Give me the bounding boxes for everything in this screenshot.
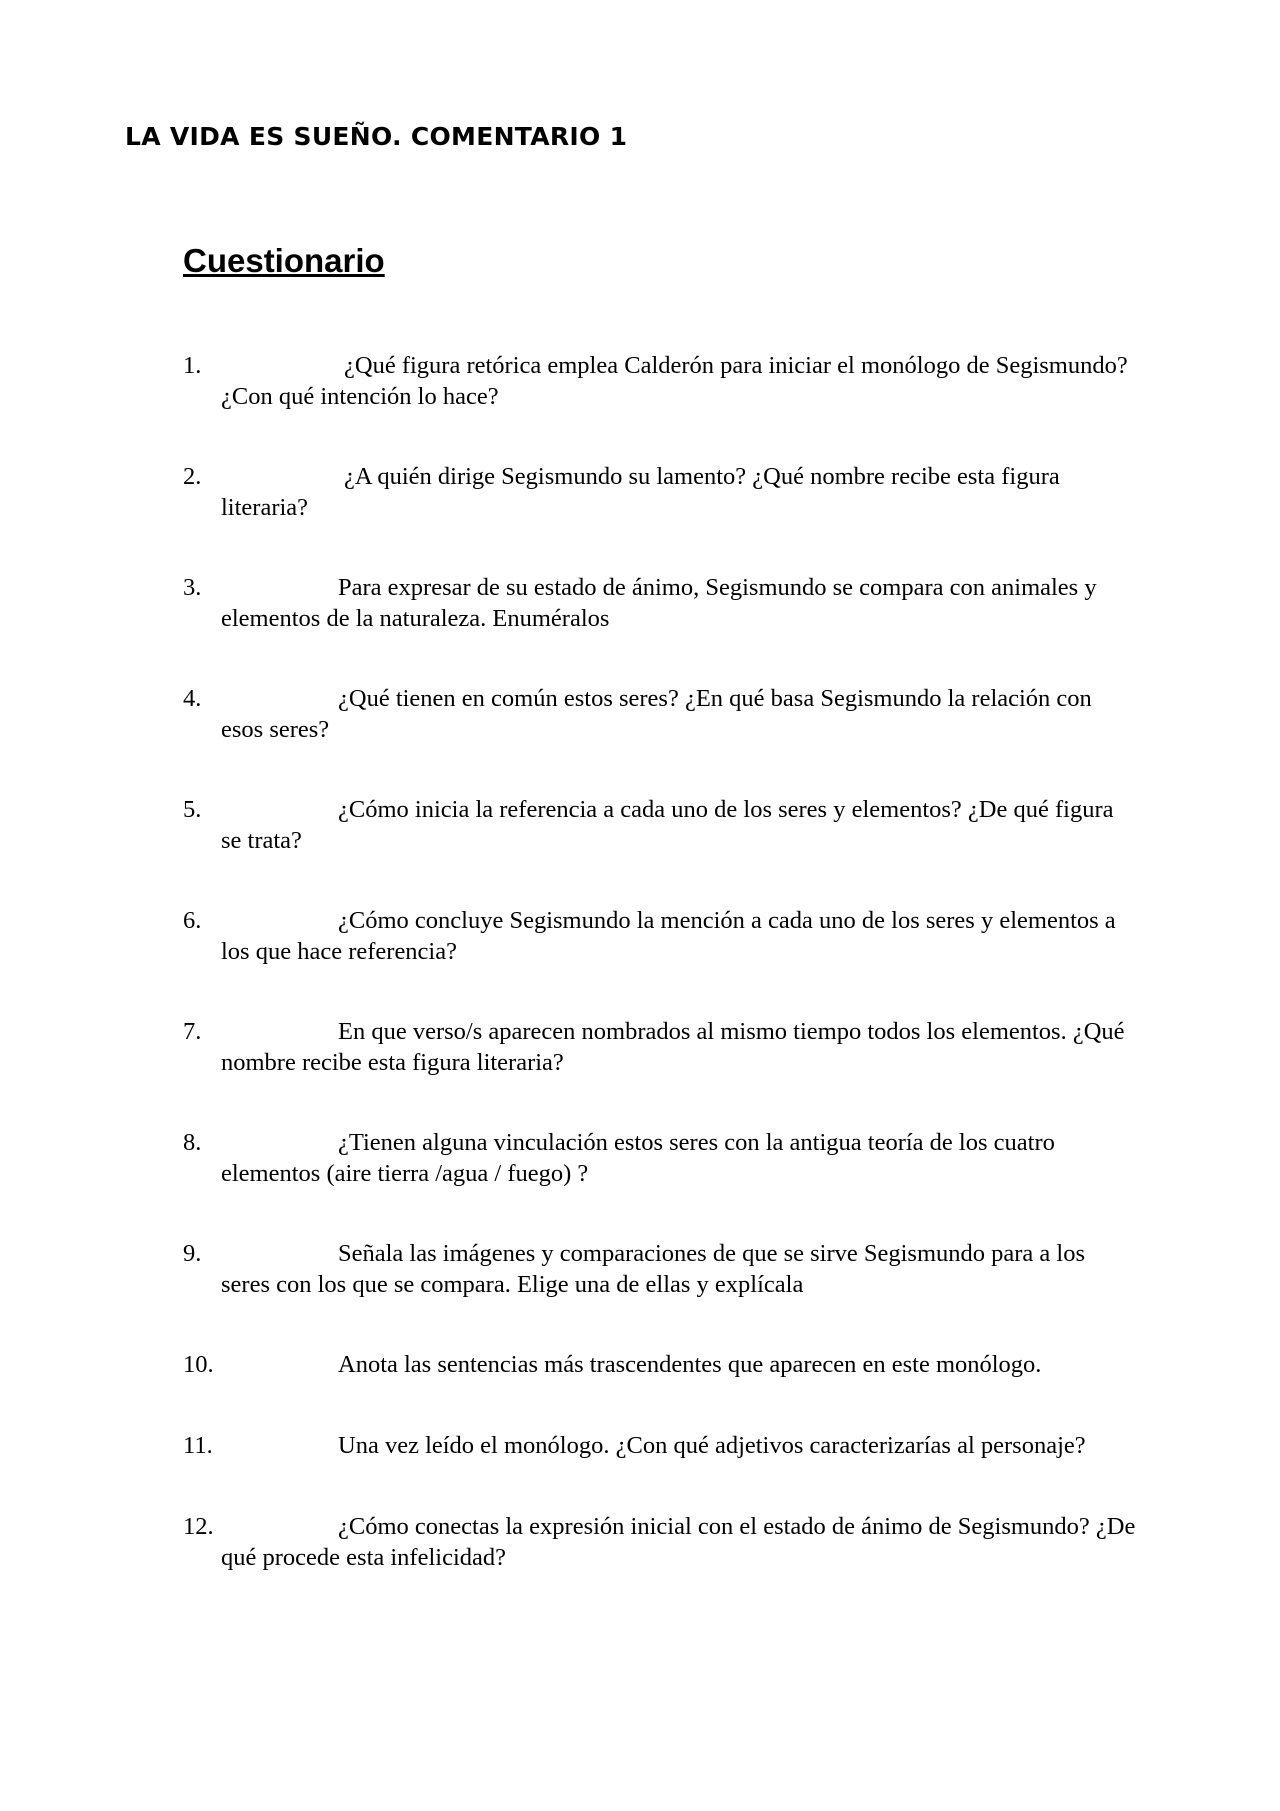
question-text-line1: Para expresar de su estado de ánimo, Segismundo se compara con animales y (338, 574, 1097, 601)
question-text-line1: ¿Tienen alguna vinculación estos seres con la antigua teoría de los cuatro (338, 1129, 1055, 1156)
question-item (183, 350, 1183, 412)
question-item (183, 461, 1183, 523)
question-number: 10. (183, 1351, 214, 1378)
question-item (183, 572, 1183, 634)
question-number: 9. (183, 1240, 202, 1267)
question-number: 1. (183, 352, 202, 379)
question-number: 2. (183, 463, 202, 490)
question-item (183, 794, 1183, 856)
question-number: 11. (183, 1432, 213, 1459)
section-title: Cuestionario (183, 242, 385, 279)
question-text-line1: Una vez leído el monólogo. ¿Con qué adjetivos caracterizarías al personaje? (338, 1432, 1086, 1459)
question-text-line2: ¿Con qué intención lo hace? (221, 383, 499, 410)
question-text-line1: ¿Cómo inicia la referencia a cada uno de los seres y elementos? ¿De qué figura (338, 796, 1114, 823)
question-item (183, 1511, 1183, 1573)
question-text-line1: Anota las sentencias más trascendentes que aparecen en este monólogo. (338, 1351, 1042, 1378)
question-number: 12. (183, 1513, 214, 1540)
question-item (183, 1238, 1183, 1300)
question-item (183, 1430, 1183, 1461)
question-text-line1: En que verso/s aparecen nombrados al mismo tiempo todos los elementos. ¿Qué (338, 1018, 1125, 1045)
question-item (183, 905, 1183, 967)
question-number: 7. (183, 1018, 202, 1045)
question-text-line1: ¿A quién dirige Segismundo su lamento? ¿Qué nombre recibe esta figura (344, 463, 1060, 490)
question-item (183, 1349, 1183, 1380)
question-text-line2: literaria? (221, 494, 309, 521)
question-text-line2: seres con los que se compara. Elige una de ellas y explícala (221, 1271, 804, 1298)
question-text-line1: ¿Qué figura retórica emplea Calderón para iniciar el monólogo de Segismundo? (344, 352, 1128, 379)
question-number: 3. (183, 574, 202, 601)
question-text-line2: nombre recibe esta figura literaria? (221, 1049, 564, 1076)
question-text-line2: se trata? (221, 827, 302, 854)
question-text-line2: elementos (aire tierra /agua / fuego) ? (221, 1160, 589, 1187)
question-item (183, 1016, 1183, 1078)
question-number: 5. (183, 796, 202, 823)
question-text-line1: ¿Cómo conectas la expresión inicial con el estado de ánimo de Segismundo? ¿De (338, 1513, 1136, 1540)
question-text-line1: Señala las imágenes y comparaciones de que se sirve Segismundo para a los (338, 1240, 1086, 1267)
question-text-line1: ¿Qué tienen en común estos seres? ¿En qué basa Segismundo la relación con (338, 685, 1092, 712)
question-text-line2: elementos de la naturaleza. Enuméralos (221, 605, 610, 632)
question-text-line2: qué procede esta infelicidad? (221, 1544, 507, 1571)
question-item (183, 1127, 1183, 1189)
question-text-line1: ¿Cómo concluye Segismundo la mención a cada uno de los seres y elementos a (338, 907, 1116, 934)
question-text-line2: esos seres? (221, 716, 330, 743)
question-number: 8. (183, 1129, 202, 1156)
document-title: LA VIDA ES SUEÑO. COMENTARIO 1 (125, 122, 628, 151)
question-number: 6. (183, 907, 202, 934)
question-number: 4. (183, 685, 202, 712)
question-item (183, 683, 1183, 745)
question-text-line2: los que hace referencia? (221, 938, 457, 965)
